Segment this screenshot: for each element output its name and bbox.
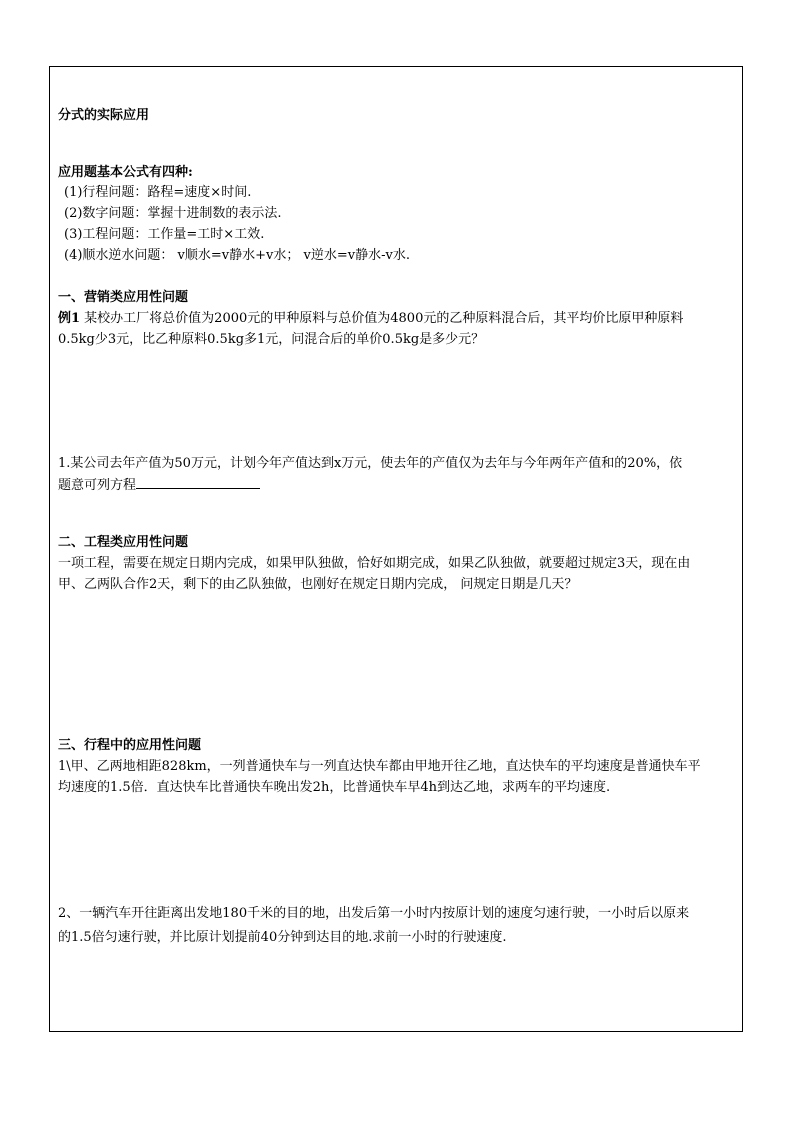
s3-question2-line2: 的1.5倍匀速行驶，并比原计划提前40分钟到达目的地.求前一小时的行驶速度. <box>58 930 507 945</box>
s3-question1-line1: 1\甲、乙两地相距828km，一列普通快车与一列直达快车都由甲地开往乙地，直达快车的平均速度是普通快车平 <box>58 759 701 774</box>
s1-question1-text2: 题意可列方程 <box>58 478 137 493</box>
s2-question-line2: 甲、乙两队合作2天，剩下的由乙队独做，也刚好在规定日期内完成， 问规定日期是几天？ <box>58 577 578 592</box>
formula-item-4: (4)顺水逆水问题： v顺水=v静水+v水； v逆水=v静水-v水. <box>64 248 410 263</box>
s1-question1-line2 <box>58 475 260 494</box>
s3-question1-line2: 均速度的1.5倍．直达快车比普通快车晚出发2h，比普通快车早4h到达乙地，求两车的平均速度. <box>58 780 611 795</box>
s1-question1-line1: 1.某公司去年产值为50万元，计划今年产值达到x万元，使去年的产值仅为去年与今年两年产值和的20%，依 <box>58 456 683 471</box>
section3-heading: 三、行程中的应用性问题 <box>58 738 202 753</box>
section2-heading: 二、工程类应用性问题 <box>58 535 189 550</box>
formula-item-1: (1)行程问题：路程=速度×时间. <box>64 185 252 200</box>
s3-question2-line1: 2、一辆汽车开往距离出发地180千米的目的地，出发后第一小时内按原计划的速度匀速行驶，一小时后以原来 <box>58 906 690 921</box>
example1-line2: 0.5kg少3元，比乙种原料0.5kg多1元，问混合后的单价0.5kg是多少元？ <box>58 332 485 347</box>
formula-item-2: (2)数字问题：掌握十进制数的表示法. <box>64 206 282 221</box>
formulas-heading: 应用题基本公式有四种: <box>58 165 193 180</box>
example1-line1 <box>58 310 683 327</box>
example1-label: 例1 <box>58 311 81 326</box>
section1-heading: 一、营销类应用性问题 <box>58 290 189 305</box>
formula-item-3: (3)工程问题：工作量=工时×工效. <box>64 227 265 242</box>
example1-text1: 某校办工厂将总价值为2000元的甲种原料与总价值为4800元的乙种原料混合后，其平均价比原甲种原料 <box>80 311 684 326</box>
page-title: 分式的实际应用 <box>58 108 150 123</box>
answer-blank <box>136 475 260 489</box>
s2-question-line1: 一项工程，需要在规定日期内完成，如果甲队独做，恰好如期完成，如果乙队独做，就要超过规定3天，现在由 <box>58 556 691 571</box>
